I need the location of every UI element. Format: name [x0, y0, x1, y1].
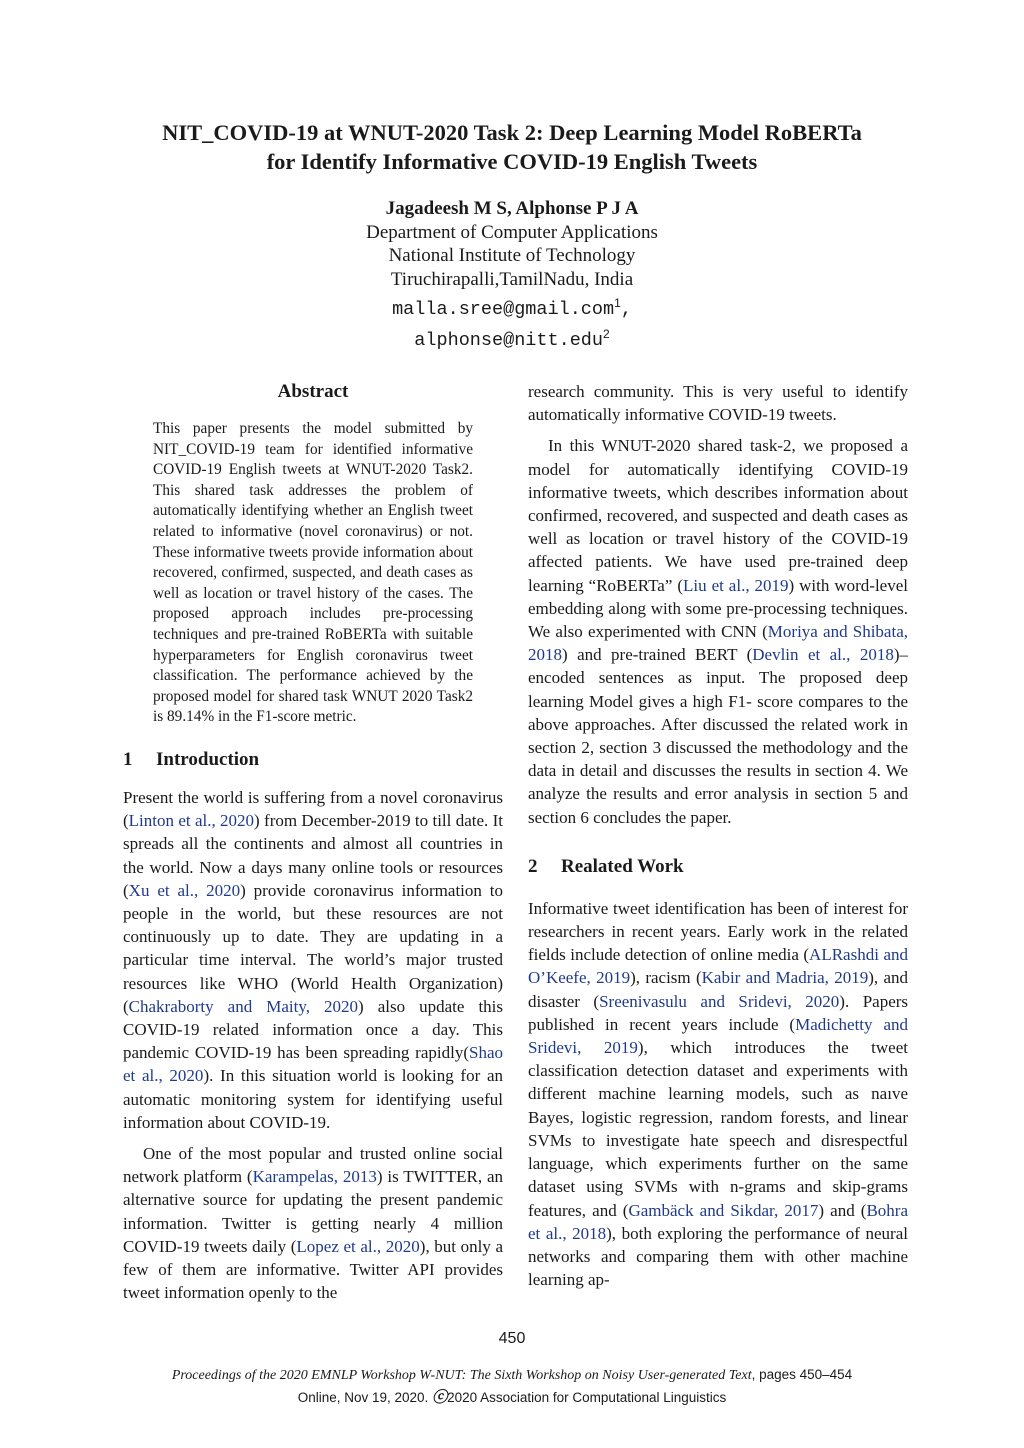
intro-paragraph-2	[123, 1142, 503, 1304]
author-email-1[interactable]	[0, 291, 1024, 322]
citation-link[interactable]: ALRashdi and O’Keefe, 2019	[528, 945, 908, 988]
proceedings-title: Proceedings of the 2020 EMNLP Workshop W-NUT: The Sixth Workshop on Noisy User-generated Text	[171, 1368, 752, 1383]
citation-link[interactable]: Linton et al., 2020	[128, 811, 255, 831]
text-run: Informative tweet identification has been of interest for researchers in recent years. Early work in the related fields include detection of online media (	[528, 898, 908, 965]
citation-link[interactable]: Liu et al., 2019	[683, 575, 789, 595]
proceedings-pages: , pages 450–454	[751, 1367, 853, 1382]
text-run: ), and disaster (	[528, 968, 909, 1011]
email-1-suffix: ,	[620, 299, 632, 321]
text-run: ) is TWITTER, an alternative source for updating the present pandemic information. Twitter is getting nearly 4 million COVID-19 tweets daily (	[123, 1167, 504, 1256]
title-line-1: NIT_COVID-19 at WNUT-2020 Task 2: Deep Learning Model RoBERTa	[162, 120, 862, 145]
page-number: 450	[498, 1330, 526, 1347]
section-title: Introduction	[156, 748, 260, 770]
text-run: ) provide coronavirus information to people in the world, but these resources are not continuously up to date. They are updating in a particular time interval. The world’s major trusted resources like WHO (World Health Organization) (	[123, 880, 503, 1016]
text-run: ) from December-2019 to till date. It spreads all the continents and almost all countries in the world. Now a days many online tools or resources (	[123, 811, 503, 900]
related-paragraph-1	[528, 897, 908, 1291]
citation-link[interactable]: Xu et al., 2020	[128, 880, 241, 900]
title-line-2: for Identify Informative COVID-19 English Tweets	[266, 149, 758, 174]
text-run: ), racism (	[630, 968, 702, 988]
intro-paragraph-3	[528, 434, 908, 828]
copyright-text: 2020 Association for Computational Linguistics	[447, 1390, 727, 1405]
citation-link[interactable]: Devlin et al., 2018	[752, 645, 894, 665]
author-department: Department of Computer Applications	[366, 221, 658, 243]
right-column	[528, 380, 908, 1291]
citation-link[interactable]: Madichetty and Sridevi, 2019	[528, 1014, 908, 1058]
intro-paragraph-1	[123, 786, 503, 1134]
citation-link[interactable]: Chakraborty and Maity, 2020	[128, 996, 359, 1016]
citation-link[interactable]: Sreenivasulu and Sridevi, 2020	[599, 991, 840, 1011]
text-run: ) and pre-trained BERT (	[562, 645, 753, 665]
citation-link[interactable]: Karampelas, 2013	[252, 1167, 377, 1187]
introduction-heading	[123, 748, 503, 772]
proceedings-footer	[0, 1364, 1024, 1409]
author-block	[0, 197, 1024, 353]
left-column	[123, 380, 503, 1304]
author-location: Tiruchirapalli,TamilNadu, India	[390, 268, 634, 290]
online-date: Online, Nov 19, 2020.	[297, 1390, 429, 1405]
section-number: 2	[528, 855, 538, 877]
paper-title	[0, 118, 1024, 176]
text-run: In this WNUT-2020 shared task-2, we proposed a model for automatically identifying COVID-19 informative tweets, which describes information about confirmed, recovered, and suspected and death cases as well as location or travel history of the COVID-19 affected patients. We have used pre-trained deep learning “RoBERTa” (	[528, 436, 908, 595]
abstract-text: This paper presents the model submitted by NIT_COVID-19 team for identified informative COVID-19 English tweets at WNUT-2020 Task2. This shared task addresses the problem of automatically identifying whether an English tweet related to informative (novel coronavirus) or not. These informative tweets provide information about recovered, confirmed, suspected, and death cases as well as location or travel history of the cases. The proposed approach includes pre-processing techniques and pre-trained RoBERTa with suitable hyperparameters for English coronavirus tweet classification. The performance achieved by the proposed model for shared task WNUT 2020 Task2 is 89.14% in the F1-score metric.	[153, 420, 473, 726]
text-run: ). Papers published in recent years include (	[528, 991, 909, 1034]
text-run: One of the most popular and trusted online social network platform (	[123, 1143, 503, 1187]
abstract-heading: Abstract	[277, 381, 349, 402]
text-run: Present the world is suffering from a novel coronavirus (	[123, 787, 503, 831]
citation-link[interactable]: Shao et al., 2020	[123, 1043, 503, 1086]
citation-link[interactable]: Kabir and Madria, 2019	[701, 968, 869, 988]
text-run: ) with word-level embedding along with some pre-processing techniques. We also experimented with CNN (	[528, 575, 908, 642]
text-run: ) and (	[818, 1200, 867, 1220]
copyright-icon: ⓒ	[432, 1389, 448, 1406]
email-2-sup: 2	[603, 327, 610, 342]
text-run: ), both exploring the performance of neural networks and comparing them with other machine learning ap-	[528, 1223, 908, 1290]
intro-continuation: research community. This is very useful to identify automatically informative COVID-19 tweets.	[528, 382, 908, 425]
author-email-2[interactable]	[0, 322, 1024, 353]
text-run: )– encoded sentences as input. The proposed deep learning Model gives a high F1- score compares to the above approaches. After discussed the related work in section 2, section 3 discussed the methodology and the data in detail and discusses the results in section 4. We analyze the results and error analysis in section 5 and section 6 concludes the paper.	[528, 645, 908, 827]
section-title: Realated Work	[561, 855, 684, 877]
author-institute: National Institute of Technology	[388, 245, 636, 266]
citation-link[interactable]: Gambäck and Sikdar, 2017	[628, 1200, 819, 1220]
author-names: Jagadeesh M S, Alphonse P J A	[385, 198, 639, 219]
email-2-text: alphonse@nitt.edu	[414, 330, 604, 352]
text-run: ), which introduces the tweet classification detection dataset and experiments with different machine learning models, such as naıve Bayes, logistic regression, random forests, and linear SVMs to investigate hate speech and disrespectful language, which experiments further on the same dataset using SVMs with n-grams and skip-grams features, and (	[528, 1038, 908, 1220]
text-run: ) also update this COVID-19 related information once a day. This pandemic COVID-19 has been spreading rapidly(	[123, 996, 503, 1063]
citation-link[interactable]: Moriya and Shibata, 2018	[528, 622, 908, 665]
citation-link[interactable]: Lopez et al., 2020	[296, 1236, 420, 1256]
email-1-sup: 1	[614, 296, 621, 310]
email-1-text: malla.sree@gmail.com	[392, 299, 615, 321]
section-number: 1	[123, 748, 133, 770]
text-run: ). In this situation world is looking for an automatic monitoring system for identifying useful information about COVID-19.	[123, 1066, 503, 1132]
text-run: ), but only a few of them are informative. Twitter API provides tweet information openly to the	[123, 1236, 504, 1303]
citation-link[interactable]: Bohra et al., 2018	[528, 1200, 908, 1243]
related-work-heading	[528, 855, 908, 879]
